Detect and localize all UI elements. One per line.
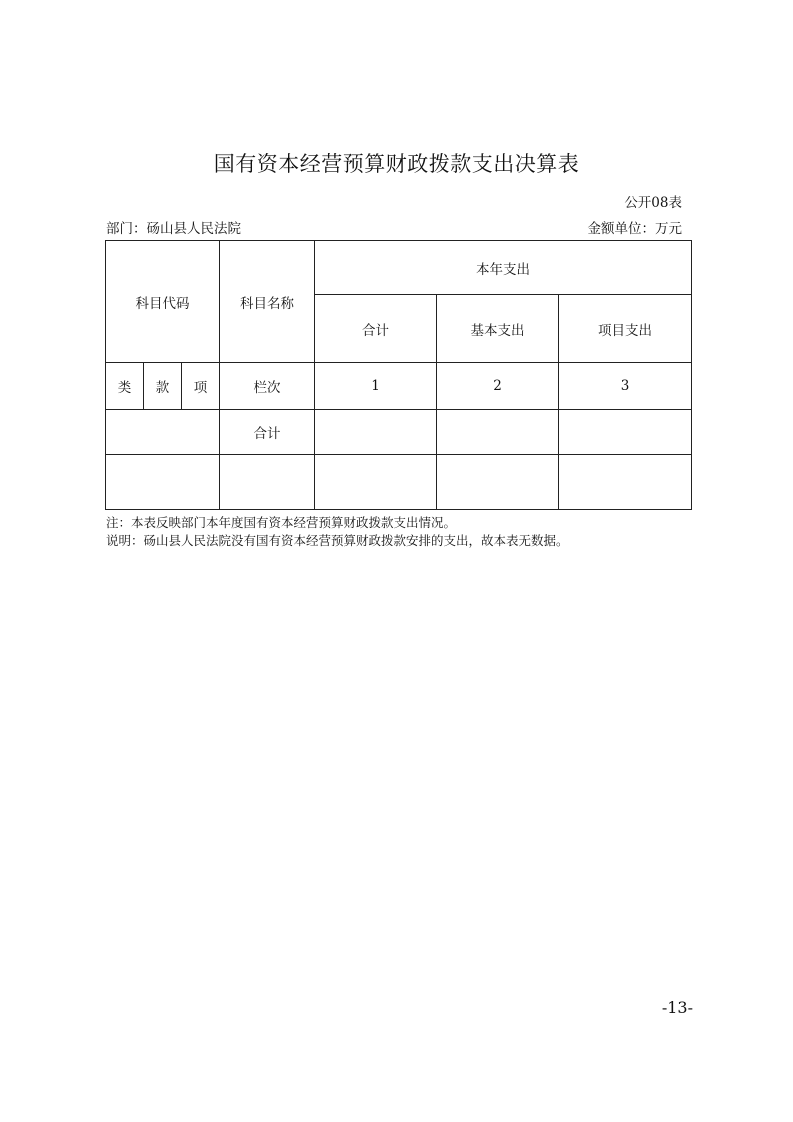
page-number: -13-: [661, 998, 693, 1017]
subject-code-header: 科目代码: [106, 241, 220, 363]
total-row: [106, 410, 692, 455]
column-number-1: 1: [315, 363, 437, 410]
form-number: 公开08表: [624, 195, 682, 211]
total-row-basic-cell: [437, 410, 559, 455]
code-item-cell: 项: [182, 363, 220, 410]
expenditure-table: [105, 240, 692, 510]
total-row-total-cell: [315, 410, 437, 455]
header-row-1: [106, 241, 692, 295]
page-title: 国有资本经营预算财政拨款支出决算表: [213, 152, 580, 176]
column-number-2: 2: [437, 363, 559, 410]
total-row-label: 合计: [220, 410, 315, 455]
explanation-note: 说明：砀山县人民法院没有国有资本经营预算财政拨款安排的支出，故本表无数据。: [106, 533, 569, 548]
column-index-row: [106, 363, 692, 410]
code-section-cell: 款: [144, 363, 182, 410]
empty-basic-cell: [437, 455, 559, 510]
empty-code-cell: [106, 455, 220, 510]
code-class-cell: 类: [106, 363, 144, 410]
current-year-expenditure-header: 本年支出: [315, 241, 692, 295]
empty-total-cell: [315, 455, 437, 510]
subject-name-header: 科目名称: [220, 241, 315, 363]
total-column-header: 合计: [315, 295, 437, 363]
empty-project-cell: [559, 455, 692, 510]
empty-name-cell: [220, 455, 315, 510]
column-number-3: 3: [559, 363, 692, 410]
total-row-code-cell: [106, 410, 220, 455]
empty-data-row: [106, 455, 692, 510]
department-label: 部门：砀山县人民法院: [106, 221, 241, 237]
table-note: 注：本表反映部门本年度国有资本经营预算财政拨款支出情况。: [106, 515, 457, 530]
row-index-label: 栏次: [220, 363, 315, 410]
total-row-project-cell: [559, 410, 692, 455]
notes-block: [106, 514, 569, 550]
amount-unit-label: 金额单位：万元: [587, 221, 682, 237]
basic-expenditure-header: 基本支出: [437, 295, 559, 363]
project-expenditure-header: 项目支出: [559, 295, 692, 363]
